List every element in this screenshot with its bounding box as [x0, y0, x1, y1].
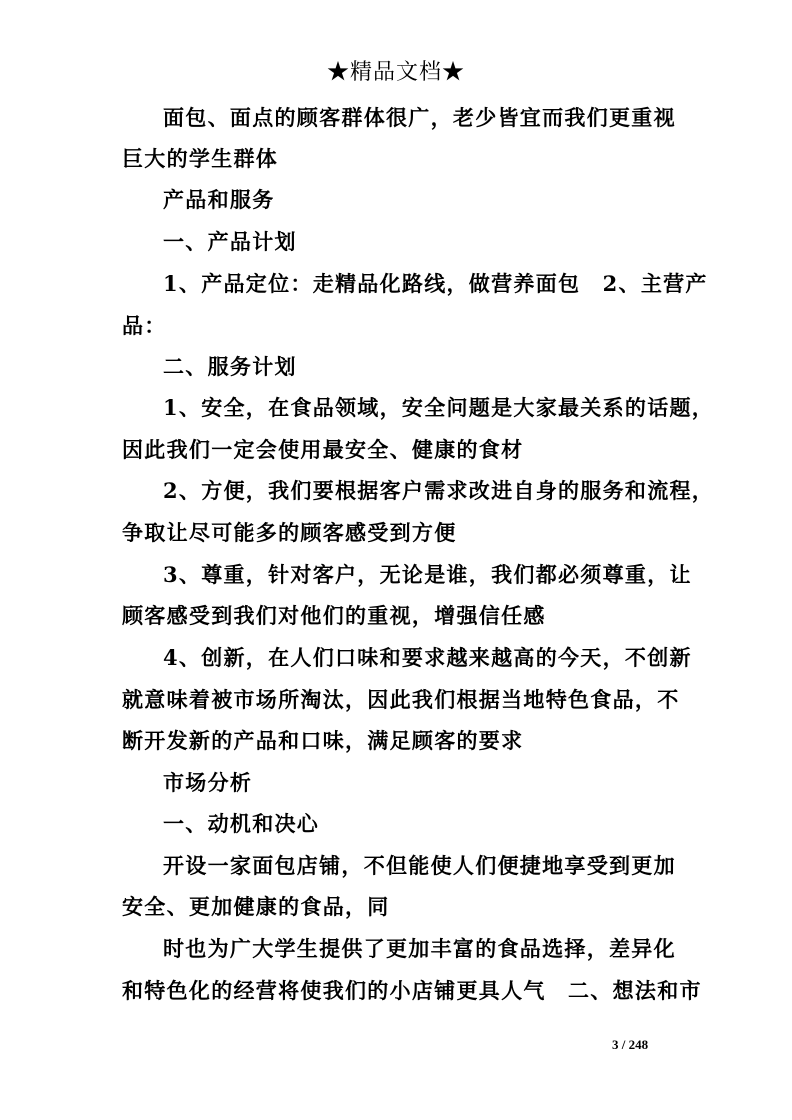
text-line: 因此我们一定会使用最安全、健康的食材 — [122, 437, 524, 462]
text-line: 1、产品定位：走精品化路线，做营养面包 2、主营产 — [163, 271, 708, 296]
text-line: 2、方便，我们要根据客户需求改进自身的服务和流程， — [163, 478, 715, 503]
text-line: 争取让尽可能多的顾客感受到方便 — [122, 520, 457, 545]
text-line: 断开发新的产品和口味，满足顾客的要求 — [122, 728, 524, 753]
text-line: 巨大的学生群体 — [122, 146, 279, 171]
subsection-heading: 一、动机和决心 — [163, 811, 320, 836]
text-line: 就意味着被市场所淘汰，因此我们根据当地特色食品，不 — [122, 687, 680, 712]
subsection-heading: 一、产品计划 — [163, 229, 297, 254]
subsection-heading: 二、服务计划 — [163, 354, 297, 379]
text-line: 3、尊重，针对客户，无论是谁，我们都必须尊重，让 — [163, 562, 692, 587]
text-line: 开设一家面包店铺，不但能使人们便捷地享受到更加 — [163, 853, 676, 878]
text-line: 品： — [122, 313, 167, 338]
text-line: 安全、更加健康的食品，同 — [122, 894, 390, 919]
section-heading: 市场分析 — [163, 770, 253, 795]
page-header-title: ★精品文档★ — [326, 60, 465, 85]
section-heading: 产品和服务 — [163, 187, 275, 212]
text-line: 1、安全，在食品领域，安全问题是大家最关系的话题， — [163, 395, 715, 420]
text-line: 时也为广大学生提供了更加丰富的食品选择，差异化 — [163, 936, 676, 961]
text-line: 4、创新，在人们口味和要求越来越高的今天，不创新 — [163, 645, 692, 670]
page-number: 3 / 248 — [612, 1037, 649, 1052]
text-line: 和特色化的经营将使我们的小店铺更具人气 二、想法和市 — [122, 978, 702, 1003]
text-line: 面包、面点的顾客群体很广，老少皆宜而我们更重视 — [163, 105, 676, 130]
text-line: 顾客感受到我们对他们的重视，增强信任感 — [122, 603, 546, 628]
